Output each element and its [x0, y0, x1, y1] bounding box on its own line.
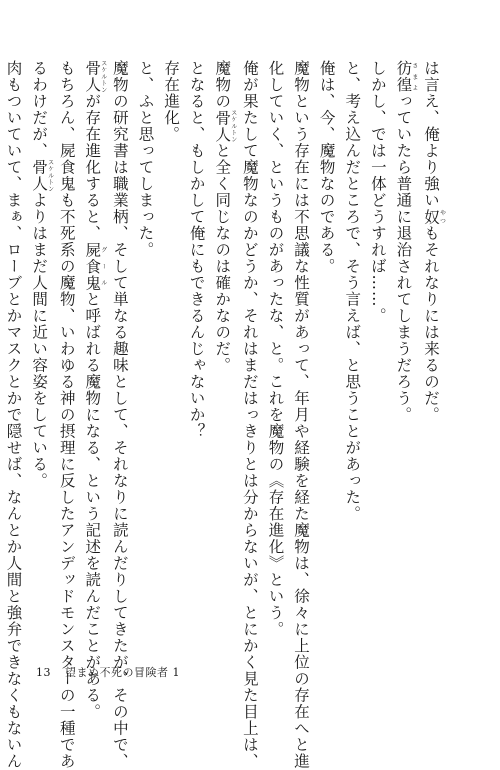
ruby-word — [83, 60, 107, 93]
ruby-reading: スケルトン — [99, 60, 107, 93]
text-run: もそれなりには来るのだ。 — [422, 225, 440, 423]
ruby-base: 骨人 — [213, 109, 232, 143]
ruby-word — [30, 159, 54, 192]
text-run: が存在進化すると、 — [83, 93, 102, 242]
ruby-word — [83, 241, 107, 292]
page-number: 13 — [36, 666, 51, 679]
text-line — [183, 60, 209, 660]
text-run: よりはまだ人間に近い容姿をしている。 — [30, 192, 49, 489]
text-line — [106, 60, 132, 770]
text-line — [262, 60, 288, 660]
ruby-reading: グール — [99, 241, 107, 291]
text-line — [53, 60, 79, 770]
text-line — [132, 60, 158, 660]
ruby-word — [422, 208, 446, 226]
text-line — [236, 60, 262, 770]
text-run: もちろん、屍食鬼も不死系の魔物、いわゆる神の摂理に反したアンデッドモンスターの一種であ — [57, 60, 76, 770]
ruby-base: 彷徨 — [394, 60, 413, 93]
ruby-base: 骨人 — [83, 60, 102, 93]
text-run: は言え、俺より強い — [422, 60, 440, 209]
text-run: 俺が果たして魔物なのかどうか、それはまだはっきりとは分からないが、とにかく見た目上は、 — [240, 60, 259, 770]
text-run: っていたら普通に退治されてしまうだろう。 — [394, 93, 413, 423]
text-run: と呼ばれる魔物になる、という記述を読んだことがある。 — [83, 291, 102, 720]
book-title: 望まぬ不死の冒険者 1 — [65, 666, 180, 679]
text-line — [339, 60, 365, 660]
text-line — [26, 60, 54, 660]
text-run: 存在進化。 — [162, 60, 181, 143]
text-line — [287, 60, 313, 770]
text-line — [79, 60, 107, 720]
text-run: 俺は、今、魔物なのである。 — [317, 60, 336, 275]
ruby-word — [213, 109, 237, 143]
ruby-word — [394, 60, 418, 93]
ruby-base: 奴 — [422, 208, 440, 225]
text-run: 化していく、というものがあったな、と。これを魔物の《存在進化》という。 — [266, 60, 285, 638]
ruby-reading: やつ — [438, 208, 446, 225]
ruby-reading: スケルトン — [46, 159, 54, 192]
ruby-reading: さまよ — [410, 60, 418, 93]
text-run: るわけだが、 — [30, 60, 49, 159]
text-line — [157, 60, 183, 660]
text-run: 魔物の研究書は職業柄、そして単なる趣味として、それなりに読んだりしてきたが、その中で、 — [110, 60, 129, 770]
ruby-base: 骨人 — [30, 159, 49, 192]
ruby-base: 屍食鬼 — [83, 241, 102, 291]
text-run: 魔物の — [213, 60, 232, 110]
text-run: しかし、では一体どうすれば……。 — [368, 60, 387, 324]
text-run: と、ふと思ってしまった。 — [136, 60, 155, 258]
text-line — [390, 60, 418, 660]
text-line — [313, 60, 339, 660]
text-run: 魔物という存在には不思議な性質があって、年月や経験を経た魔物は、徐々に上位の存在へと進 — [292, 60, 311, 770]
text-run: 肉もついていて、まぁ、ローブとかマスクとかで隠せば、なんとか人間と強弁できなくもないん — [4, 60, 23, 770]
text-line — [417, 60, 445, 660]
ruby-reading: スケルトン — [229, 109, 237, 143]
text-line — [0, 60, 26, 770]
text-line — [209, 60, 237, 660]
text-run: となると、もしかして俺にもできるんじゃないか？ — [187, 60, 206, 440]
text-run: と、考え込んだところで、そう言えば、と思うことがあった。 — [343, 60, 362, 522]
page-footer — [36, 664, 180, 680]
text-run: と全く同じなのは確かなのだ。 — [213, 142, 232, 374]
text-line — [364, 60, 390, 660]
